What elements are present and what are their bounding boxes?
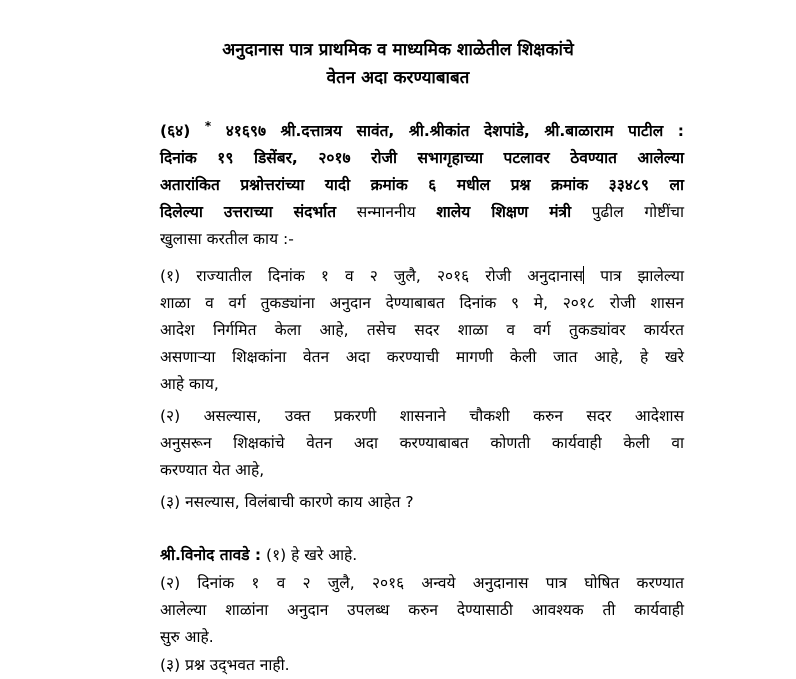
question-part-1-line-2: शाळा व वर्ग तुकड्यांना अनुदान देण्याबाबत दिनांक ९ मे, २०१८ रोजी शासन — [160, 294, 684, 312]
question-part-1-line-4: असणाऱ्या शिक्षकांना वेतन अदा करण्याची मागणी केली जात आहे, हे खरे — [160, 348, 684, 366]
question-part-3: (३) नसल्यास, विलंबाची कारणे काय आहेत ? — [160, 493, 414, 511]
answer-part-2-line-2: आलेल्या शाळांना अनुदान उपलब्ध करुन देण्यासाठी आवश्यक ती कार्यवाही — [160, 601, 684, 619]
following-matters-text: पुढील गोष्टींचा — [571, 203, 685, 221]
honorable-text: सन्माननीय — [336, 203, 437, 221]
part-1-start: (१) राज्यातील दिनांक १ व २ जुलै, २०१६ रोजी अनुदानास — [160, 267, 584, 285]
answer-part-3: (३) प्रश्न उद्‌भवत नाही. — [160, 656, 290, 674]
answer-line-1 — [160, 542, 684, 569]
reference-text: दिलेल्या उत्तराच्या संदर्भात — [160, 203, 337, 221]
question-part-2-line-3: करण्यात येत आहे, — [160, 461, 265, 479]
question-members: ४१६९७ श्री.दत्तात्रय सावंत, श्री.श्रीकांत देशपांडे, श्री.बाळाराम पाटील : — [225, 122, 684, 140]
question-part-1-line-5: आहे काय, — [160, 375, 219, 393]
question-part-2-line-1: (२) असल्यास, उक्त प्रकरणी शासनाने चौकशी करुन सदर आदेशास — [160, 407, 684, 425]
question-line-3: अतारांकित प्रश्नोत्तरांच्या यादी क्रमांक ६ मधील प्रश्न क्रमांक ३३४८९ ला — [160, 176, 684, 194]
question-line-5: खुलासा करतील काय :- — [160, 230, 294, 248]
answer-part-2-line-3: सुरु आहे. — [160, 628, 214, 646]
question-part-2-line-2: अनुसरून शिक्षकांचे वेतन अदा करण्याबाबत कोणती कार्यवाही केली वा — [160, 434, 684, 452]
answer-part-1: (१) हे खरे आहे. — [261, 546, 358, 564]
minister-title: शालेय शिक्षण मंत्री — [436, 203, 572, 221]
document-title-line-2: वेतन अदा करण्याबाबत — [326, 68, 470, 88]
question-header — [160, 118, 684, 145]
question-line-4 — [160, 199, 684, 226]
question-number: (६४) — [160, 122, 191, 140]
answering-minister: श्री.विनोद तावडे : — [160, 546, 262, 564]
question-part-1-line-1 — [160, 263, 684, 290]
question-part-1-line-3: आदेश निर्गमित केला आहे, तसेच सदर शाळा व वर्ग तुकड्यांवर कार्यरत — [160, 321, 684, 339]
question-line-2: दिनांक १९ डिसेंबर, २०१७ रोजी सभागृहाच्या पटलावर ठेवण्यात आलेल्या — [160, 149, 684, 167]
answer-part-2-line-1: (२) दिनांक १ व २ जुलै, २०१६ अन्वये अनुदानास पात्र घोषित करण्यात — [160, 574, 684, 592]
starred-mark: * — [204, 118, 212, 133]
part-1-end: पात्र झालेल्या — [584, 267, 685, 285]
document-title-line-1: अनुदानास पात्र प्राथमिक व माध्यमिक शाळेतील शिक्षकांचे — [222, 40, 574, 60]
